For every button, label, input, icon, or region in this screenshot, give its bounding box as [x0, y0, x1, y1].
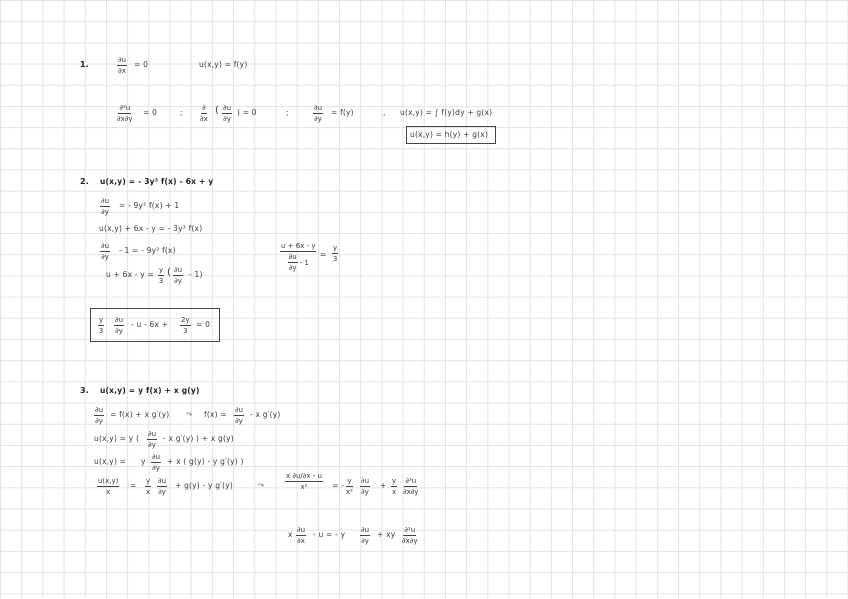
numerator: ∂u — [152, 453, 161, 461]
p3-l4-d — [360, 477, 370, 496]
numerator: y — [146, 477, 151, 485]
p2-ratio-eq: = — [320, 250, 327, 259]
p1-separator-2: ; — [286, 108, 289, 117]
numerator: ∂ — [202, 104, 206, 112]
numerator: ∂u — [95, 406, 104, 414]
p2-boxed-c — [180, 316, 191, 335]
denominator: 3 — [183, 327, 188, 335]
p3-l2-frac — [147, 430, 157, 449]
denominator: ∂y — [223, 115, 231, 123]
problem-2-number: 2. — [80, 177, 90, 186]
p1-step-b-fraction — [313, 104, 323, 123]
p3-l5-frac2 — [360, 526, 370, 545]
p2-line-3-fraction — [100, 242, 110, 261]
p3-l5-frac — [296, 526, 306, 545]
denominator: ∂y — [115, 327, 123, 335]
p1-pde-rhs: = 0 — [134, 60, 149, 69]
denominator: x² — [300, 483, 308, 491]
p3-l4-e — [391, 477, 397, 496]
p3-l5-plus: + xy — [377, 530, 396, 539]
p3-l3-frac — [151, 453, 161, 472]
denominator: ∂y — [101, 208, 109, 216]
p3-l1-tail: - x g′(y) — [250, 410, 281, 419]
denominator: ∂y — [95, 417, 103, 425]
denominator: 3 — [98, 327, 104, 335]
numerator: ∂u — [288, 253, 297, 261]
p3-l2-tail: - x g′(y) ) + x g(y) — [163, 434, 234, 443]
problem-1-number: 1. — [80, 60, 90, 69]
p2-given: u(x,y) = - 3y³ f(x) - 6x + y — [100, 177, 214, 186]
p1-step-a-rhs: ) = 0 — [237, 108, 257, 117]
p3-l5-frac3 — [402, 526, 418, 545]
denominator: 3 — [158, 277, 164, 285]
denominator: x — [106, 488, 111, 496]
p2-boxed-b — [114, 316, 124, 335]
p1-second-pde-fraction — [117, 104, 133, 123]
denominator: ∂y — [148, 441, 156, 449]
denominator: ∂x — [118, 67, 126, 75]
p1-separator-1: ; — [180, 108, 183, 117]
p2-line-4-lhs: u + 6x - y = — [106, 270, 154, 279]
p2-deriv-fraction — [100, 197, 110, 216]
p1-step-b-rhs: = f(y) — [331, 108, 354, 117]
p3-l4-eq2: = - — [332, 481, 344, 490]
p3-l4-lhs — [97, 477, 119, 496]
denominator: ∂y — [361, 537, 369, 545]
numerator: ∂u — [235, 406, 244, 414]
numerator: ∂u — [101, 242, 110, 250]
p3-l4-plus: + — [380, 481, 387, 490]
p1-second-pde-rhs: = 0 — [143, 108, 158, 117]
p2-line-3-rhs: - 1 = - 9y² f(x) — [119, 246, 176, 255]
numerator: ∂u — [118, 56, 127, 64]
numerator: ∂²u — [119, 104, 131, 112]
denominator: x — [146, 488, 151, 496]
p3-l1-frac — [94, 406, 104, 425]
numerator: ∂²u — [405, 477, 417, 485]
p3-l4-arrow: ⤳ — [258, 480, 265, 489]
denominator: ∂y — [361, 488, 369, 496]
numerator: ∂u — [223, 104, 232, 112]
p1-step-a-outer — [200, 104, 208, 123]
p3-l4-eq: = — [130, 481, 137, 490]
numerator: y — [159, 266, 164, 274]
numerator: ∂u — [148, 430, 157, 438]
p3-l4-a — [145, 477, 151, 496]
numerator: ∂u — [174, 266, 183, 274]
p3-l1-frac2 — [234, 406, 244, 425]
denominator: ∂y — [152, 464, 160, 472]
denominator: ∂y — [101, 253, 109, 261]
p3-l3-y: y — [141, 457, 146, 466]
numerator: ∂u — [361, 477, 370, 485]
numerator: 2y — [181, 316, 190, 324]
denominator: ∂x — [297, 537, 305, 545]
denominator: ∂x∂y — [402, 537, 418, 545]
numerator: ∂u — [314, 104, 323, 112]
denominator: x² — [346, 488, 353, 496]
numerator: ∂u — [361, 526, 370, 534]
denominator: ∂y — [235, 417, 243, 425]
p2-deriv-rhs: = - 9y² f(x) + 1 — [119, 201, 180, 210]
numerator: ∂u — [297, 526, 306, 534]
p1-pde-solution: u(x,y) = f(y) — [199, 60, 248, 69]
numerator: x ∂u/∂x - u — [286, 472, 322, 480]
p3-l1-mid: = f(x) + x g′(y) — [110, 410, 170, 419]
p2-ratio-rhs — [332, 244, 338, 263]
p1-step-a-inner — [222, 104, 232, 123]
numerator: ∂²u — [404, 526, 416, 534]
denominator — [288, 252, 309, 272]
p2-line-4-frac — [158, 266, 164, 285]
p3-l1-rest: f(x) = — [204, 410, 227, 419]
p3-l4-tail: + g(y) - y g′(y) — [175, 481, 233, 490]
p3-l4-big — [285, 472, 323, 491]
p3-l2-pre: u(x,y) = y ( — [94, 434, 140, 443]
p3-l3-pre: u(x,y) = — [94, 457, 127, 466]
p1-step-a-paren: ( — [215, 105, 220, 116]
denominator: ∂y — [314, 115, 322, 123]
numerator: y — [347, 477, 352, 485]
numerator: y — [333, 244, 338, 252]
numerator: ∂u — [101, 197, 110, 205]
inner-fraction — [288, 253, 298, 272]
numerator: ∂u — [115, 316, 124, 324]
p2-boxed-mid: - u - 6x + — [131, 320, 169, 329]
p3-l5-x: x — [288, 530, 293, 539]
numerator: u + 6x - y — [281, 242, 316, 250]
numerator: u(x,y) — [98, 477, 119, 485]
p1-integral: u(x,y) = ∫ f(y)dy + g(x) — [400, 108, 493, 117]
numerator: ∂u — [158, 477, 167, 485]
p2-boxed-rhs: = 0 — [196, 320, 211, 329]
p2-line-4-paren: ( — [167, 267, 172, 278]
rest: - 1 — [299, 258, 309, 267]
p2-line-4-rest: - 1) — [189, 270, 203, 279]
p1-pde-fraction — [117, 56, 127, 75]
p3-l5-mid: - u = - y — [313, 530, 346, 539]
p2-ratio-fraction — [280, 242, 316, 272]
p1-boxed-solution: u(x,y) = h(y) + g(x) — [410, 130, 489, 139]
problem-3-number: 3. — [80, 386, 90, 395]
p3-l4-f — [403, 477, 419, 496]
denominator: ∂x — [200, 115, 208, 123]
p3-l4-c — [346, 477, 353, 496]
p2-line-2: u(x,y) + 6x - y = - 3y³ f(x) — [99, 224, 203, 233]
denominator: x — [392, 488, 397, 496]
denominator: ∂x∂y — [117, 115, 133, 123]
denominator: ∂x∂y — [403, 488, 419, 496]
p3-l1-arrow: ⤳ — [186, 409, 193, 418]
numerator: y — [392, 477, 397, 485]
denominator: ∂y — [174, 277, 182, 285]
p2-boxed-a — [98, 316, 104, 335]
p3-l3-tail: + x ( g(y) - y g′(y) ) — [167, 457, 244, 466]
denominator: ∂y — [288, 264, 297, 272]
numerator: y — [99, 316, 104, 324]
p2-line-4-paren-frac — [173, 266, 183, 285]
denominator: 3 — [332, 255, 338, 263]
p1-separator-3: , — [383, 108, 386, 117]
p3-l4-b — [157, 477, 167, 496]
p3-given: u(x,y) = y f(x) + x g(y) — [100, 386, 200, 395]
denominator: ∂y — [158, 488, 166, 496]
